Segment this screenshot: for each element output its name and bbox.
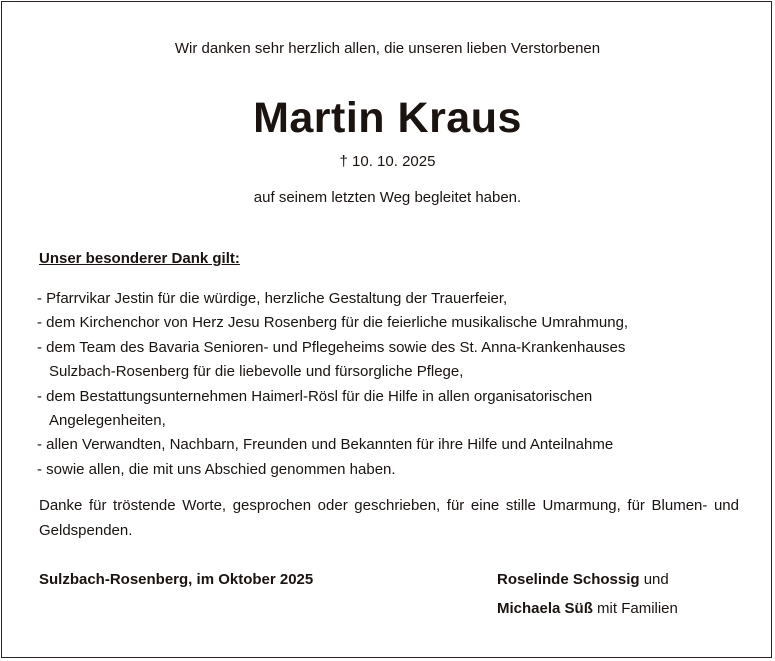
signer-line-1 (497, 570, 669, 590)
signer-suffix: und (639, 571, 669, 588)
intro-text: Wir danken sehr herzlich allen, die unseren lieben Verstorbenen (174, 40, 601, 57)
signer-name: Roselinde Schossig (497, 571, 640, 588)
thanks-line: - dem Bestattungsunternehmen Haimerl-Rösl für die Hilfe in allen organisatorischen (37, 387, 593, 405)
closing-text: auf seinem letzten Weg begleitet haben. (253, 189, 522, 206)
death-date: † 10. 10. 2025 (339, 153, 436, 170)
thanks-line: - allen Verwandten, Nachbarn, Freunden und Bekannten für ihre Hilfe und Anteilnahme (37, 436, 614, 454)
thanks-paragraph: Danke für tröstende Worte, gesprochen oder geschrieben, für eine stille Umarmung, für Blumen- und Geldspenden. (39, 497, 739, 539)
deceased-name: Martin Kraus (253, 94, 522, 142)
signer-suffix: mit Familien (592, 600, 678, 617)
place-date: Sulzbach-Rosenberg, im Oktober 2025 (39, 571, 314, 588)
thanks-line: Sulzbach-Rosenberg für die liebevolle und fürsorgliche Pflege, (49, 363, 464, 381)
thanks-line: - Pfarrvikar Jestin für die würdige, herzliche Gestaltung der Trauerfeier, (37, 290, 508, 307)
thanks-line: - sowie allen, die mit uns Abschied genommen haben. (37, 460, 396, 478)
thanks-line: Angelegenheiten, (49, 412, 166, 430)
thanks-line: - dem Kirchenchor von Herz Jesu Rosenberg für die feierliche musikalische Umrahmung, (37, 314, 629, 332)
thanks-heading: Unser besonderer Dank gilt: (39, 250, 240, 267)
signer-line-2 (497, 599, 678, 619)
thanks-line: - dem Team des Bavaria Senioren- und Pflegeheims sowie des St. Anna-Krankenhauses (37, 338, 626, 356)
signer-name: Michaela Süß (497, 600, 593, 617)
thanks-list (37, 287, 757, 482)
